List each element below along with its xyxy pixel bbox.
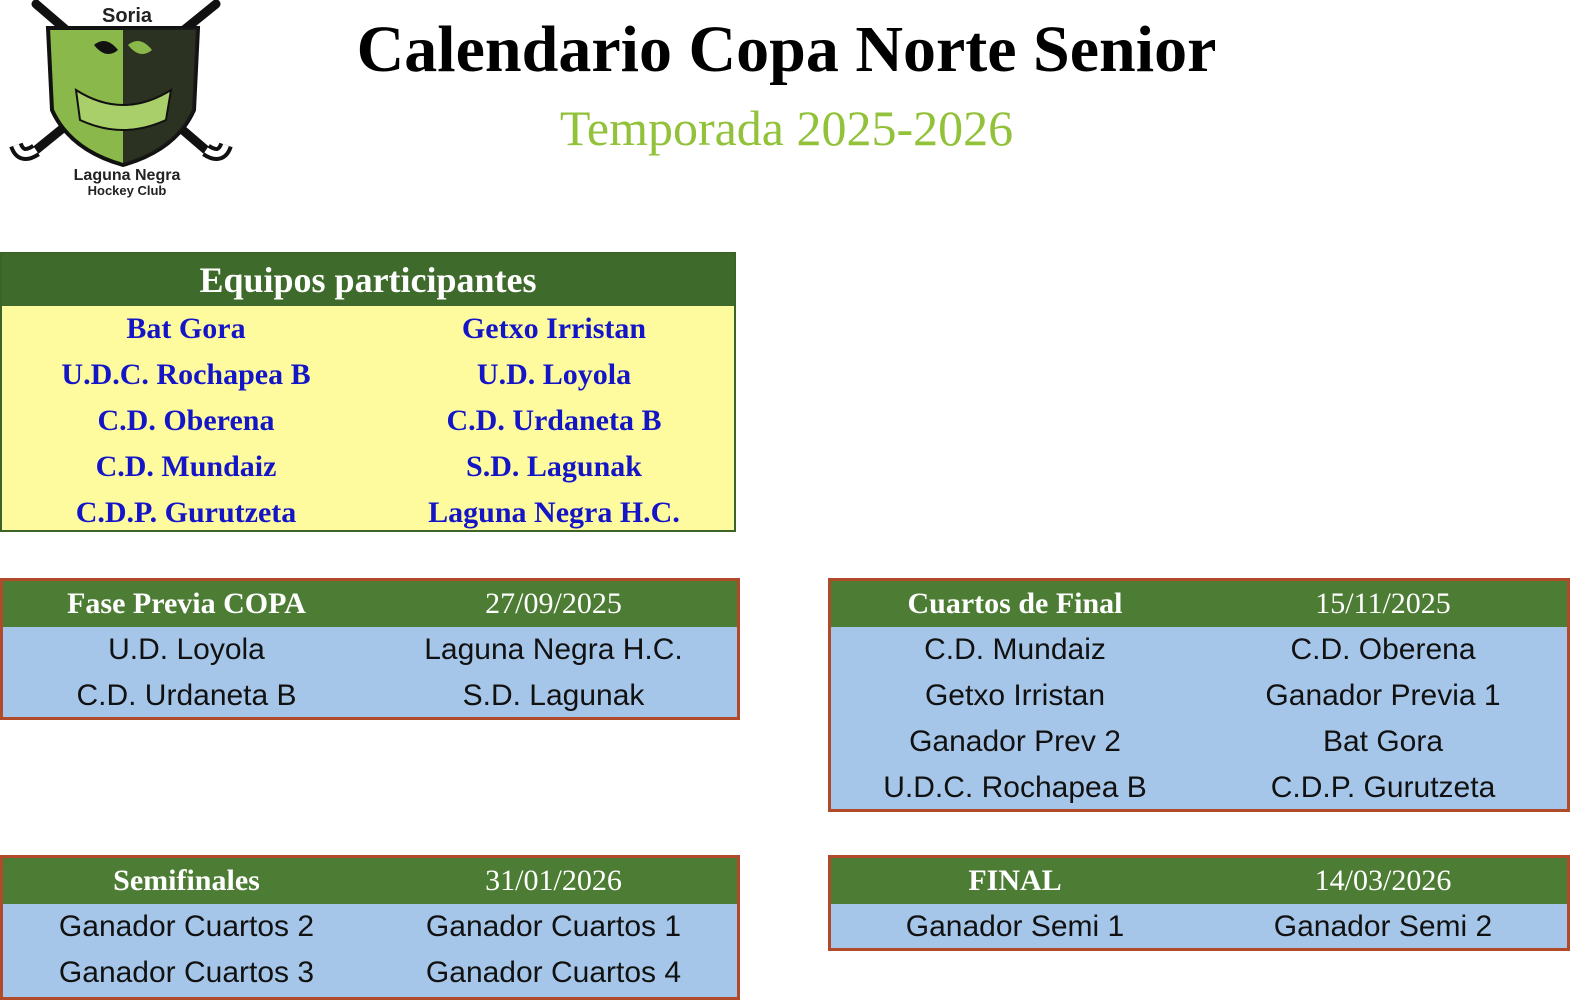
away-team: Ganador Cuartos 4 [425, 956, 682, 989]
club-crest-icon [6, 0, 236, 200]
team-name: C.D. Oberena [97, 404, 275, 437]
round-phase: Fase Previa COPA [67, 587, 306, 620]
home-team: U.D.C. Rochapea B [883, 771, 1147, 804]
match-row [3, 904, 737, 950]
round-cuartos [828, 578, 1570, 812]
home-team: Getxo Irristan [924, 679, 1106, 712]
team-name: Bat Gora [126, 312, 246, 345]
round-previa [0, 578, 740, 720]
round-header [3, 858, 737, 904]
team-name: C.D. Mundaiz [95, 450, 277, 483]
home-team: Ganador Cuartos 2 [58, 910, 315, 943]
round-phase: FINAL [968, 864, 1062, 897]
home-team: Ganador Prev 2 [909, 725, 1121, 758]
round-date: 27/09/2025 [485, 587, 622, 620]
away-team: Laguna Negra H.C. [424, 633, 683, 666]
club-logo [6, 0, 236, 200]
round-phase: Semifinales [113, 864, 260, 897]
round-final [828, 855, 1570, 951]
teams-panel [0, 252, 736, 532]
round-date: 31/01/2026 [485, 864, 622, 897]
away-team: Ganador Cuartos 1 [425, 910, 682, 943]
match-row [831, 719, 1567, 765]
team-name: U.D.C. Rochapea B [61, 358, 311, 391]
match-row [831, 904, 1567, 950]
away-team: S.D. Lagunak [462, 679, 645, 712]
away-team: Ganador Semi 2 [1273, 910, 1493, 943]
match-row [831, 673, 1567, 719]
round-date: 15/11/2025 [1315, 587, 1451, 620]
round-header [3, 581, 737, 627]
logo-club-text: Hockey Club [87, 183, 167, 198]
away-team: C.D. Oberena [1290, 633, 1476, 666]
home-team: U.D. Loyola [108, 633, 265, 666]
round-phase: Cuartos de Final [907, 587, 1123, 620]
match-row [3, 950, 737, 996]
match-row [831, 627, 1567, 673]
round-semis [0, 855, 740, 1000]
logo-name-text: Laguna Negra [73, 167, 181, 184]
round-date: 14/03/2026 [1314, 864, 1452, 897]
match-row [3, 673, 737, 719]
team-name: Getxo Irristan [461, 312, 647, 345]
team-name: Laguna Negra H.C. [428, 496, 680, 529]
away-team: Bat Gora [1322, 725, 1444, 758]
round-header [831, 858, 1567, 904]
away-team: C.D.P. Gurutzeta [1270, 771, 1496, 804]
away-team: Ganador Previa 1 [1265, 679, 1501, 712]
teams-grid [2, 306, 734, 536]
home-team: Ganador Cuartos 3 [58, 956, 315, 989]
teams-heading: Equipos participantes [2, 254, 734, 306]
season-subtitle: Temporada 2025-2026 [559, 100, 1014, 156]
page-title: Calendario Copa Norte Senior [356, 13, 1217, 86]
home-team: C.D. Urdaneta B [76, 679, 297, 712]
logo-top-text: Soria [101, 5, 153, 27]
match-row [831, 765, 1567, 811]
team-name: C.D.P. Gurutzeta [75, 496, 297, 529]
round-header [831, 581, 1567, 627]
team-name: U.D. Loyola [476, 358, 632, 391]
team-name: C.D. Urdaneta B [446, 404, 662, 437]
match-row [3, 627, 737, 673]
home-team: Ganador Semi 1 [905, 910, 1125, 943]
home-team: C.D. Mundaiz [924, 633, 1106, 666]
team-name: S.D. Lagunak [466, 450, 642, 483]
